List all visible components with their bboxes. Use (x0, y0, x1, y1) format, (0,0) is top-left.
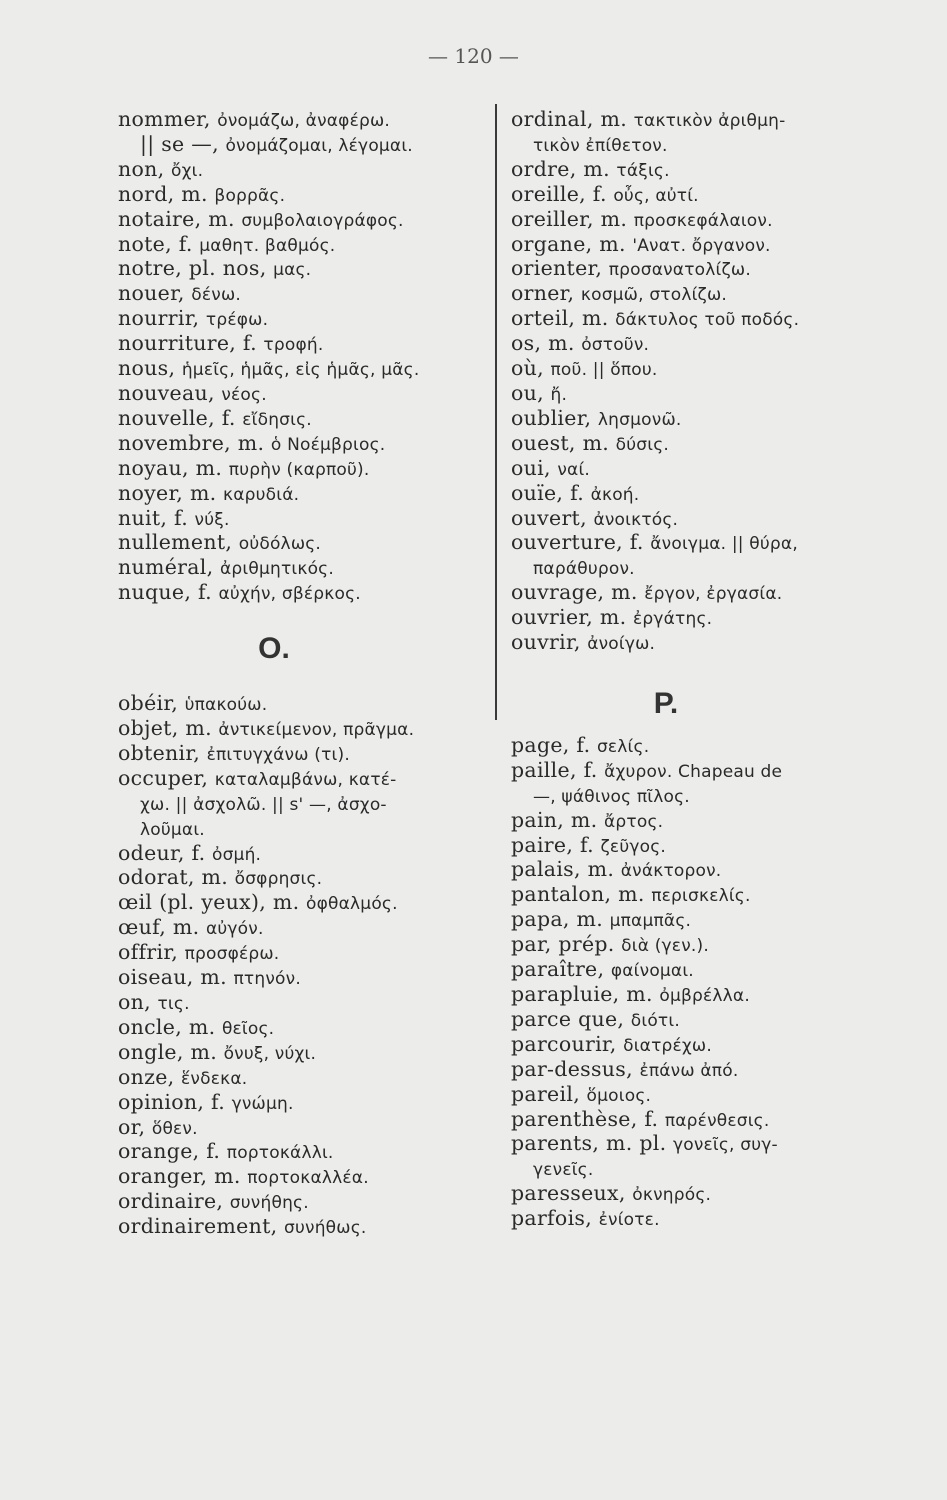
dictionary-entry (511, 784, 881, 809)
translation: δάκτυλος τοῦ ποδός. (615, 310, 800, 331)
dictionary-entry (511, 332, 881, 357)
translation: δύσις. (615, 434, 670, 455)
headword: parcourir, (511, 1031, 617, 1056)
dictionary-entry (511, 133, 881, 158)
dictionary-entry (511, 1033, 881, 1058)
headword: oiseau, m. (118, 965, 227, 990)
dictionary-entry (511, 908, 881, 933)
headword: pantalon, m. (511, 882, 645, 907)
dictionary-entry (511, 1157, 881, 1182)
headword: par-dessus, (511, 1056, 633, 1081)
dictionary-entry (118, 581, 490, 606)
dictionary-entry (118, 482, 490, 507)
translation: ὀφθαλμός. (306, 894, 398, 915)
translation: ἕνδεκα. (181, 1068, 248, 1089)
dictionary-entry (511, 257, 881, 282)
translation: χω. || ἀσχολῶ. || s' —, ἀσχο- (140, 794, 387, 815)
dictionary-entry (511, 933, 881, 958)
dictionary-entry (118, 1066, 490, 1091)
translation: ἀνάκτορον. (620, 861, 722, 882)
dictionary-entry (511, 958, 881, 983)
headword: noyau, m. (118, 455, 223, 480)
headword: oreille, f. (511, 181, 607, 206)
translation: τροφή. (263, 335, 324, 356)
translation: διὰ (γεν.). (621, 936, 709, 957)
translation: ὑπακούω. (184, 695, 268, 716)
headword: ongle, m. (118, 1039, 218, 1064)
dictionary-entry (511, 108, 881, 133)
left-column (118, 108, 490, 1240)
headword: oublier, (511, 405, 592, 430)
headword: oreiller, m. (511, 206, 628, 231)
dictionary-entry (511, 631, 881, 656)
translation: προσκεφάλαιον. (633, 210, 773, 231)
headword: note, f. (118, 231, 193, 256)
dictionary-entry (118, 507, 490, 532)
headword: paire, f. (511, 832, 594, 857)
dictionary-entry (118, 357, 490, 382)
headword: ouvrier, m. (511, 605, 627, 630)
dictionary-entry (118, 257, 490, 282)
dictionary-entry (511, 834, 881, 859)
translation: ἀνοικτός. (593, 509, 679, 530)
headword: orienter, (511, 256, 603, 281)
translation: ἄνοιγμα. || θύρα, (650, 534, 798, 555)
headword: orner, (511, 281, 575, 306)
headword: ouvert, (511, 505, 587, 530)
dictionary-entry (118, 556, 490, 581)
translation: τάξις. (616, 160, 670, 181)
headword: pareil, (511, 1081, 581, 1106)
dictionary-entry (511, 556, 881, 581)
translation: πορτοκάλλι. (226, 1143, 334, 1164)
headword: nouveau, (118, 380, 215, 405)
dictionary-entry (118, 332, 490, 357)
headword: ouverture, f. (511, 530, 644, 555)
right-entries-before (511, 108, 881, 656)
dictionary-entry (511, 407, 881, 432)
translation: ὀνομάζομαι, λέγομαι. (225, 135, 413, 156)
translation: κοσμῶ, στολίζω. (580, 285, 728, 306)
dictionary-entry (511, 208, 881, 233)
dictionary-entry (511, 382, 881, 407)
dictionary-entry (511, 1182, 881, 1207)
headword: objet, m. (118, 716, 212, 741)
translation: ὄσφρησις. (234, 869, 323, 890)
headword: || se —, (140, 131, 219, 156)
dictionary-entry (511, 432, 881, 457)
dictionary-entry (118, 866, 490, 891)
headword: page, f. (511, 732, 591, 757)
translation: ζεῦγος. (600, 836, 666, 857)
translation: ὅμοιος. (586, 1085, 652, 1106)
dictionary-entry (118, 1016, 490, 1041)
translation: μαθητ. βαθμός. (199, 235, 336, 256)
section-letter-p: P. (653, 686, 679, 720)
headword: parapluie, m. (511, 982, 653, 1006)
headword: pain, m. (511, 807, 598, 832)
headword: nouer, (118, 281, 185, 306)
dictionary-entry (511, 983, 881, 1008)
dictionary-entry (118, 382, 490, 407)
dictionary-entry (511, 482, 881, 507)
dictionary-entry (511, 1083, 881, 1108)
dictionary-entry (118, 792, 490, 817)
headword: notaire, m. (118, 206, 235, 231)
dictionary-entry (118, 842, 490, 867)
translation: μπαμπᾶς. (609, 911, 692, 932)
headword: ordre, m. (511, 156, 610, 181)
translation: ὀκνηρός. (632, 1185, 712, 1206)
dictionary-entry (118, 457, 490, 482)
headword: parfois, (511, 1206, 593, 1231)
headword: palais, m. (511, 857, 615, 882)
headword: oui, (511, 455, 551, 480)
headword: nord, m. (118, 181, 208, 206)
translation: τρέφω. (205, 310, 269, 331)
dictionary-entry (511, 1058, 881, 1083)
page-number: — 120 — (428, 44, 519, 68)
headword: oranger, m. (118, 1164, 241, 1189)
dictionary-entry (511, 457, 881, 482)
translation: νέος. (221, 384, 267, 405)
translation: γνώμη. (231, 1093, 294, 1114)
headword: nourriture, f. (118, 331, 257, 356)
translation: ἀκοή. (590, 484, 640, 505)
headword: nouvelle, f. (118, 405, 236, 430)
dictionary-entry (511, 734, 881, 759)
dictionary-entry (511, 531, 881, 556)
dictionary-entry (118, 742, 490, 767)
dictionary-entry (511, 183, 881, 208)
translation: ἐπάνω ἀπό. (639, 1060, 739, 1081)
column-divider (495, 104, 497, 720)
translation: οὖς, αὐτί. (613, 185, 699, 206)
dictionary-entry (511, 809, 881, 834)
dictionary-entry (118, 916, 490, 941)
translation: συνήθως. (284, 1218, 367, 1239)
dictionary-entry (511, 581, 881, 606)
translation: ἐνίοτε. (598, 1210, 660, 1231)
headword: opinion, f. (118, 1089, 226, 1114)
dictionary-entry (118, 1165, 490, 1190)
translation: ἀριθμητικός. (220, 559, 334, 580)
headword: où, (511, 356, 544, 381)
right-column (511, 108, 881, 1232)
headword: œuf, m. (118, 915, 200, 940)
translation: συμβολαιογράφος. (241, 210, 404, 231)
dictionary-entry (118, 531, 490, 556)
dictionary-entry (118, 1041, 490, 1066)
right-entries-after (511, 734, 881, 1232)
dictionary-entry (511, 858, 881, 883)
translation: πτηνόν. (233, 969, 301, 990)
dictionary-entry (118, 966, 490, 991)
dictionary-entry (511, 307, 881, 332)
dictionary-entry (118, 891, 490, 916)
dictionary-entry (511, 1132, 881, 1157)
translation: ὀνομάζω, ἀναφέρω. (217, 111, 391, 131)
translation: ναί. (557, 459, 591, 480)
translation: τακτικὸν ἀριθμη- (633, 111, 786, 131)
dictionary-entry (511, 158, 881, 183)
headword: occuper, (118, 765, 209, 790)
dictionary-entry (118, 1140, 490, 1165)
headword: nommer, (118, 107, 211, 131)
headword: ou, (511, 380, 544, 405)
translation: ἄχυρον. Chapeau de (604, 761, 783, 782)
translation: πυρὴν (καρποῦ). (228, 459, 370, 480)
headword: ordinal, m. (511, 107, 628, 131)
headword: ouvrir, (511, 630, 581, 655)
translation: λοῦμαι. (140, 819, 205, 840)
translation: σελίς. (596, 736, 650, 757)
translation: 'Ανατ. ὄργανον. (632, 235, 771, 256)
dictionary-entry (118, 158, 490, 183)
dictionary-entry (511, 357, 881, 382)
headword: nullement, (118, 530, 233, 555)
translation: ὀμβρέλλα. (659, 986, 750, 1006)
dictionary-entry (118, 717, 490, 742)
translation: φαίνομαι. (610, 961, 694, 982)
translation: αὐγόν. (205, 919, 264, 940)
headword: parents, m. pl. (511, 1131, 667, 1156)
dictionary-entry (118, 108, 490, 133)
translation: γενεῖς. (533, 1160, 594, 1181)
headword: œil (pl. yeux), m. (118, 890, 300, 915)
headword: noyer, m. (118, 480, 217, 505)
headword: offrir, (118, 940, 179, 965)
translation: γονεῖς, συγ- (672, 1135, 778, 1156)
headword: numéral, (118, 555, 214, 580)
headword: nourrir, (118, 306, 200, 331)
translation: πορτοκαλλέα. (247, 1168, 369, 1189)
dictionary-entry (118, 183, 490, 208)
translation: ποῦ. || ὅπου. (550, 360, 658, 381)
translation: ὀσμή. (211, 844, 262, 865)
headword: ordinairement, (118, 1214, 278, 1239)
translation: βορρᾶς. (214, 185, 286, 206)
translation: ἐπιτυγχάνω (τι). (206, 744, 350, 765)
headword: novembre, m. (118, 430, 265, 455)
headword: orteil, m. (511, 306, 609, 331)
translation: θεῖος. (221, 1018, 275, 1039)
translation: ὁ Νοέμβριος. (270, 434, 386, 455)
dictionary-entry (118, 1116, 490, 1141)
headword: notre, pl. nos, (118, 256, 267, 281)
dictionary-entry (118, 817, 490, 842)
translation: τις. (157, 994, 190, 1014)
headword: nuit, f. (118, 505, 189, 530)
translation: ἡμεῖς, ἡμᾶς, εἰς ἡμᾶς, μᾶς. (181, 360, 420, 381)
dictionary-entry (118, 1190, 490, 1215)
translation: ὄνυξ, νύχι. (223, 1043, 317, 1064)
translation: περισκελίς. (651, 886, 751, 907)
translation: νύξ. (194, 509, 230, 530)
translation: ἔργον, ἐργασία. (644, 584, 783, 605)
headword: ouest, m. (511, 430, 610, 455)
dictionary-entry (118, 133, 490, 158)
dictionary-entry (511, 883, 881, 908)
translation: παράθυρον. (533, 559, 635, 580)
headword: paille, f. (511, 757, 598, 782)
headword: os, m. (511, 331, 575, 356)
dictionary-entry (511, 606, 881, 631)
translation: ἀντικείμενον, πρᾶγμα. (218, 720, 415, 741)
headword: non, (118, 156, 165, 181)
dictionary-entry (511, 282, 881, 307)
dictionary-entry (511, 1008, 881, 1033)
headword: obtenir, (118, 740, 201, 765)
translation: παρένθεσις. (664, 1110, 770, 1131)
left-entries-before (118, 108, 490, 606)
dictionary-entry (118, 1215, 490, 1240)
headword: nuque, f. (118, 580, 212, 605)
headword: or, (118, 1114, 146, 1139)
translation: προσφέρω. (184, 944, 280, 965)
headword: ouïe, f. (511, 480, 585, 505)
headword: ouvrage, m. (511, 580, 638, 605)
dictionary-entry (118, 208, 490, 233)
translation: ἐργάτης. (632, 609, 713, 630)
headword: odeur, f. (118, 840, 206, 865)
dictionary-entry (118, 282, 490, 307)
translation: καταλαμβάνω, κατέ- (214, 769, 397, 790)
dictionary-entry (511, 1108, 881, 1133)
translation: καρυδιά. (223, 484, 300, 505)
translation: συνήθης. (229, 1193, 309, 1214)
headword: paraître, (511, 957, 605, 982)
dictionary-entry (118, 233, 490, 258)
translation: ὅθεν. (151, 1118, 198, 1139)
headword: on, (118, 990, 151, 1014)
translation: αὐχήν, σβέρκος. (218, 584, 361, 605)
headword: orange, f. (118, 1139, 221, 1164)
headword: ordinaire, (118, 1189, 224, 1214)
headword: parenthèse, f. (511, 1106, 659, 1131)
headword: onze, (118, 1064, 175, 1089)
headword: paresseux, (511, 1181, 626, 1206)
headword: obéir, (118, 691, 179, 716)
translation: οὐδόλως. (238, 534, 322, 555)
dictionary-entry (511, 759, 881, 784)
translation: —, ψάθινος πῖλος. (533, 786, 690, 807)
headword: papa, m. (511, 907, 604, 932)
translation: ὄχι. (171, 160, 204, 181)
dictionary-entry (118, 432, 490, 457)
translation: εἴδησις. (242, 409, 312, 430)
translation: ἀνοίγω. (587, 634, 656, 655)
section-letter-o: O. (258, 632, 290, 666)
translation: διατρέχω. (623, 1035, 712, 1056)
headword: organe, m. (511, 231, 626, 256)
translation: ἤ. (550, 384, 568, 405)
translation: δένω. (191, 285, 242, 306)
translation: διότι. (630, 1010, 680, 1031)
translation: τικὸν ἐπίθετον. (533, 135, 668, 156)
dictionary-entry (511, 507, 881, 532)
dictionary-entry (511, 1207, 881, 1232)
translation: λησμονῶ. (597, 409, 682, 430)
dictionary-entry (118, 767, 490, 792)
dictionary-entry (118, 991, 490, 1016)
dictionary-entry (118, 307, 490, 332)
left-entries-after (118, 692, 490, 1240)
dictionary-entry (511, 233, 881, 258)
dictionary-entry (118, 941, 490, 966)
translation: μας. (273, 260, 312, 281)
dictionary-entry (118, 692, 490, 717)
headword: odorat, m. (118, 865, 229, 890)
dictionary-entry (118, 407, 490, 432)
headword: oncle, m. (118, 1014, 216, 1039)
headword: par, prép. (511, 932, 615, 957)
headword: parce que, (511, 1006, 625, 1031)
translation: προσανατολίζω. (608, 260, 751, 281)
headword: nous, (118, 356, 176, 381)
translation: ἄρτος. (604, 811, 664, 832)
translation: ὀστοῦν. (581, 335, 650, 356)
dictionary-entry (118, 1091, 490, 1116)
